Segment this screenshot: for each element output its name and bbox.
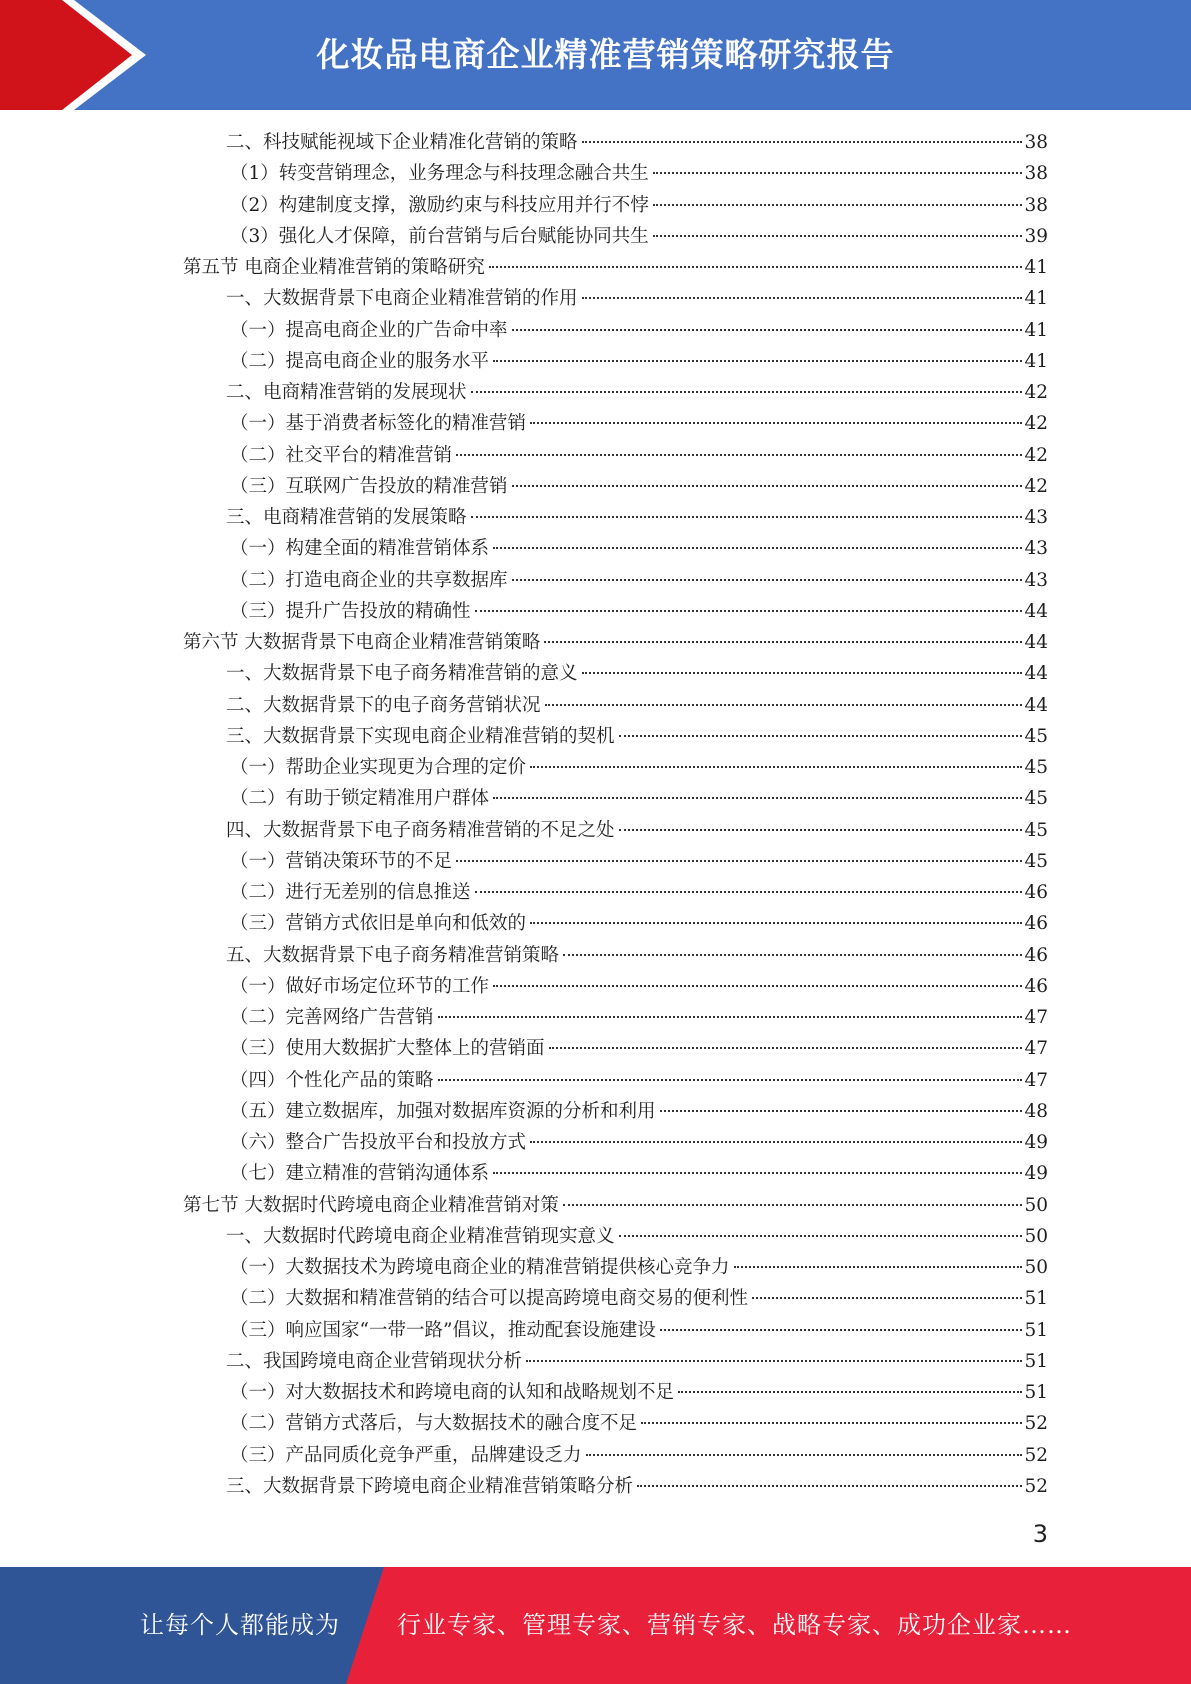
toc-entry-title: （三）互联网广告投放的精准营销 <box>230 475 508 497</box>
toc-entry-title: （一）帮助企业实现更为合理的定价 <box>230 757 527 778</box>
toc-entry-page: 42 <box>1024 413 1048 435</box>
toc-entry-title: （1）转变营销理念，业务理念与科技理念融合共生 <box>230 163 649 185</box>
toc-entry-page: 52 <box>1024 1444 1048 1466</box>
toc-entry-title: 三、大数据背景下跨境电商企业精准营销策略分析 <box>226 1475 634 1497</box>
toc-dot-leader <box>545 704 1023 706</box>
toc-dot-leader <box>493 1172 1022 1174</box>
toc-dot-leader <box>653 172 1023 174</box>
footer-slogan-left: 让每个人都能成为 <box>140 1611 340 1639</box>
toc-dot-leader <box>582 297 1023 299</box>
toc-entry[interactable] <box>0 1033 1191 1064</box>
toc-dot-leader <box>475 610 1023 612</box>
toc-dot-leader <box>660 1329 1023 1331</box>
toc-entry-title: （一）做好市场定位环节的工作 <box>230 975 490 997</box>
toc-dot-leader <box>678 1391 1022 1393</box>
toc-entry[interactable] <box>0 1377 1191 1408</box>
toc-dot-leader <box>471 391 1023 393</box>
toc-dot-leader <box>512 329 1023 331</box>
toc-entry-page: 38 <box>1024 194 1048 216</box>
toc-entry-page: 43 <box>1024 569 1048 591</box>
toc-entry-page: 41 <box>1024 350 1048 372</box>
toc-dot-leader <box>530 422 1022 424</box>
toc-dot-leader <box>456 454 1022 456</box>
toc-dot-leader <box>493 360 1022 362</box>
toc-dot-leader <box>489 266 1023 268</box>
toc-dot-leader <box>582 141 1023 143</box>
toc-entry-page: 49 <box>1024 1163 1048 1185</box>
toc-dot-leader <box>526 1360 1022 1362</box>
toc-entry[interactable] <box>0 940 1191 971</box>
toc-entry-title: 二、大数据背景下的电子商务营销状况 <box>226 694 541 716</box>
toc-entry-page: 45 <box>1024 788 1048 810</box>
toc-entry[interactable] <box>0 565 1191 596</box>
toc-entry-page: 43 <box>1024 507 1048 528</box>
toc-dot-leader <box>653 235 1023 237</box>
toc-entry-title: 一、大数据背景下电商企业精准营销的作用 <box>226 288 578 310</box>
toc-entry-title: 三、电商精准营销的发展策略 <box>226 507 467 528</box>
toc-entry-page: 50 <box>1024 1225 1048 1247</box>
toc-entry-title: 二、我国跨境电商企业营销现状分析 <box>226 1350 523 1372</box>
toc-entry[interactable] <box>0 1096 1191 1127</box>
toc-entry-page: 51 <box>1024 1319 1048 1341</box>
toc-entry-title: （二）完善网络广告营销 <box>230 1007 434 1028</box>
toc-entry-page: 45 <box>1024 819 1048 841</box>
toc-entry-page: 44 <box>1024 600 1048 622</box>
toc-dot-leader <box>734 1266 1023 1268</box>
page-number: 3 <box>1032 1520 1048 1548</box>
toc-dot-leader <box>530 922 1022 924</box>
toc-dot-leader <box>493 547 1022 549</box>
toc-entry-page: 38 <box>1024 163 1048 185</box>
toc-dot-leader <box>619 735 1023 737</box>
toc-entry[interactable] <box>0 221 1191 252</box>
toc-entry[interactable] <box>0 127 1191 158</box>
toc-entry-page: 41 <box>1024 257 1048 278</box>
toc-entry[interactable] <box>0 1065 1191 1096</box>
toc-dot-leader <box>475 891 1023 893</box>
toc-entry[interactable] <box>0 252 1191 283</box>
toc-entry-title: （三）提升广告投放的精确性 <box>230 600 471 622</box>
toc-entry[interactable] <box>0 658 1191 689</box>
toc-entry[interactable] <box>0 377 1191 408</box>
toc-entry-page: 51 <box>1024 1350 1048 1372</box>
toc-entry[interactable] <box>0 440 1191 471</box>
toc-dot-leader <box>530 766 1022 768</box>
toc-entry-page: 47 <box>1024 1007 1048 1028</box>
toc-dot-leader <box>752 1297 1022 1299</box>
toc-entry-page: 45 <box>1024 757 1048 778</box>
toc-dot-leader <box>586 1454 1023 1456</box>
toc-entry-page: 46 <box>1024 913 1048 935</box>
toc-entry-title: （二）有助于锁定精准用户群体 <box>230 788 490 810</box>
toc-entry[interactable] <box>0 1221 1191 1252</box>
toc-entry[interactable] <box>0 1158 1191 1189</box>
toc-entry-page: 50 <box>1024 1194 1048 1216</box>
toc-dot-leader <box>471 516 1023 518</box>
footer-slogan-right: 行业专家、管理专家、营销专家、战略专家、成功企业家…… <box>397 1611 1072 1639</box>
toc-entry[interactable] <box>0 846 1191 877</box>
toc-entry-title: 四、大数据背景下电子商务精准营销的不足之处 <box>226 819 615 841</box>
toc-entry[interactable] <box>0 190 1191 221</box>
toc-dot-leader <box>438 1016 1023 1018</box>
toc-dot-leader <box>619 829 1023 831</box>
toc-entry-title: （2）构建制度支撑，激励约束与科技应用并行不悖 <box>230 194 649 216</box>
toc-entry-title: （二）打造电商企业的共享数据库 <box>230 569 508 591</box>
toc-entry-page: 46 <box>1024 944 1048 966</box>
toc-entry-title: （四）个性化产品的策略 <box>230 1069 434 1091</box>
toc-entry[interactable] <box>0 1127 1191 1158</box>
toc-entry[interactable] <box>0 971 1191 1002</box>
toc-entry-title: 一、大数据背景下电子商务精准营销的意义 <box>226 663 578 685</box>
toc-dot-leader <box>493 797 1022 799</box>
toc-entry[interactable] <box>0 533 1191 564</box>
toc-entry-title: 第五节 电商企业精准营销的策略研究 <box>183 257 485 278</box>
toc-entry-title: （五）建立数据库，加强对数据库资源的分析和利用 <box>230 1100 656 1122</box>
toc-entry-title: （一）提高电商企业的广告命中率 <box>230 319 508 341</box>
toc-entry-title: （三）营销方式依旧是单向和低效的 <box>230 913 527 935</box>
toc-entry[interactable] <box>0 283 1191 314</box>
toc-entry-title: （二）社交平台的精准营销 <box>230 444 453 466</box>
toc-entry-title: （二）进行无差别的信息推送 <box>230 882 471 903</box>
toc-entry-page: 46 <box>1024 882 1048 903</box>
toc-entry-title: 第六节 大数据背景下电商企业精准营销策略 <box>183 632 541 653</box>
toc-entry[interactable] <box>0 315 1191 346</box>
header-banner <box>0 0 1191 110</box>
toc-entry-page: 47 <box>1024 1069 1048 1091</box>
toc-entry-page: 48 <box>1024 1100 1048 1122</box>
toc-entry[interactable] <box>0 502 1191 533</box>
toc-entry-page: 52 <box>1024 1475 1048 1497</box>
footer-banner <box>0 1567 1191 1684</box>
toc-entry[interactable] <box>0 1252 1191 1283</box>
toc-entry[interactable] <box>0 1190 1191 1221</box>
toc-entry-title: 二、科技赋能视域下企业精准化营销的策略 <box>226 132 578 153</box>
toc-entry-page: 42 <box>1024 444 1048 466</box>
toc-entry[interactable] <box>0 752 1191 783</box>
toc-dot-leader <box>512 485 1023 487</box>
toc-entry[interactable] <box>0 1315 1191 1346</box>
toc-dot-leader <box>530 1141 1022 1143</box>
toc-entry-page: 42 <box>1024 475 1048 497</box>
toc-entry-page: 49 <box>1024 1132 1048 1153</box>
toc-entry-page: 38 <box>1024 132 1048 153</box>
toc-entry-page: 43 <box>1024 538 1048 560</box>
toc-entry[interactable] <box>0 783 1191 814</box>
toc-entry-title: 二、电商精准营销的发展现状 <box>226 382 467 403</box>
toc-entry[interactable] <box>0 408 1191 439</box>
toc-dot-leader <box>544 641 1022 643</box>
toc-entry[interactable] <box>0 1283 1191 1314</box>
toc-dot-leader <box>653 204 1023 206</box>
table-of-contents <box>0 127 1191 1502</box>
toc-entry-title: （三）使用大数据扩大整体上的营销面 <box>230 1038 545 1060</box>
toc-entry-title: 五、大数据背景下电子商务精准营销策略 <box>226 944 560 966</box>
toc-entry[interactable] <box>0 721 1191 752</box>
toc-dot-leader <box>512 579 1023 581</box>
toc-entry[interactable] <box>0 815 1191 846</box>
toc-dot-leader <box>641 1422 1022 1424</box>
toc-entry-title: （一）大数据技术为跨境电商企业的精准营销提供核心竞争力 <box>230 1257 730 1278</box>
toc-entry[interactable] <box>0 1408 1191 1439</box>
toc-entry-page: 46 <box>1024 975 1048 997</box>
toc-entry-page: 45 <box>1024 725 1048 747</box>
toc-entry-page: 51 <box>1024 1382 1048 1403</box>
toc-entry-title: （六）整合广告投放平台和投放方式 <box>230 1132 527 1153</box>
toc-entry-page: 39 <box>1024 225 1048 247</box>
toc-entry-page: 41 <box>1024 288 1048 310</box>
toc-entry[interactable] <box>0 1002 1191 1033</box>
toc-entry[interactable] <box>0 627 1191 658</box>
toc-dot-leader <box>619 1235 1023 1237</box>
toc-entry-page: 47 <box>1024 1038 1048 1060</box>
toc-entry-title: （一）基于消费者标签化的精准营销 <box>230 413 527 435</box>
toc-dot-leader <box>660 1110 1023 1112</box>
toc-entry-title: （三）响应国家“一带一路”倡议，推动配套设施建设 <box>230 1319 656 1341</box>
toc-entry-title: （一）对大数据技术和跨境电商的认知和战略规划不足 <box>230 1382 675 1403</box>
toc-entry-page: 52 <box>1024 1413 1048 1435</box>
toc-entry-title: （二）大数据和精准营销的结合可以提高跨境电商交易的便利性 <box>230 1288 749 1310</box>
toc-entry[interactable] <box>0 158 1191 189</box>
toc-entry[interactable] <box>0 471 1191 502</box>
toc-dot-leader <box>456 860 1022 862</box>
toc-entry-page: 44 <box>1024 632 1048 653</box>
toc-entry-page: 50 <box>1024 1257 1048 1278</box>
toc-entry-title: （七）建立精准的营销沟通体系 <box>230 1163 490 1185</box>
toc-dot-leader <box>563 1204 1023 1206</box>
toc-dot-leader <box>438 1079 1023 1081</box>
toc-entry[interactable] <box>0 690 1191 721</box>
toc-entry[interactable] <box>0 1440 1191 1471</box>
toc-entry-title: （3）强化人才保障，前台营销与后台赋能协同共生 <box>230 225 649 247</box>
toc-dot-leader <box>549 1047 1023 1049</box>
toc-entry-title: （一）营销决策环节的不足 <box>230 850 453 872</box>
toc-dot-leader <box>637 1485 1022 1487</box>
toc-entry-page: 41 <box>1024 319 1048 341</box>
toc-entry-page: 42 <box>1024 382 1048 403</box>
toc-entry[interactable] <box>0 908 1191 939</box>
toc-dot-leader <box>493 985 1022 987</box>
toc-entry[interactable] <box>0 1471 1191 1502</box>
toc-entry-title: （二）提高电商企业的服务水平 <box>230 350 490 372</box>
toc-entry-title: 三、大数据背景下实现电商企业精准营销的契机 <box>226 725 615 747</box>
toc-entry-page: 51 <box>1024 1288 1048 1310</box>
toc-dot-leader <box>563 954 1022 956</box>
toc-entry-page: 44 <box>1024 694 1048 716</box>
toc-entry-page: 45 <box>1024 850 1048 872</box>
toc-entry-title: （一）构建全面的精准营销体系 <box>230 538 490 560</box>
toc-entry-page: 44 <box>1024 663 1048 685</box>
toc-entry[interactable] <box>0 877 1191 908</box>
toc-entry[interactable] <box>0 1346 1191 1377</box>
toc-entry-title: 一、大数据时代跨境电商企业精准营销现实意义 <box>226 1225 615 1247</box>
toc-entry-title: 第七节 大数据时代跨境电商企业精准营销对策 <box>183 1194 559 1216</box>
toc-entry-title: （二）营销方式落后，与大数据技术的融合度不足 <box>230 1413 638 1435</box>
report-title: 化妆品电商企业精准营销策略研究报告 <box>316 34 895 74</box>
toc-dot-leader <box>582 672 1023 674</box>
toc-entry[interactable] <box>0 346 1191 377</box>
toc-entry[interactable] <box>0 596 1191 627</box>
toc-entry-title: （三）产品同质化竞争严重，品牌建设乏力 <box>230 1444 582 1466</box>
